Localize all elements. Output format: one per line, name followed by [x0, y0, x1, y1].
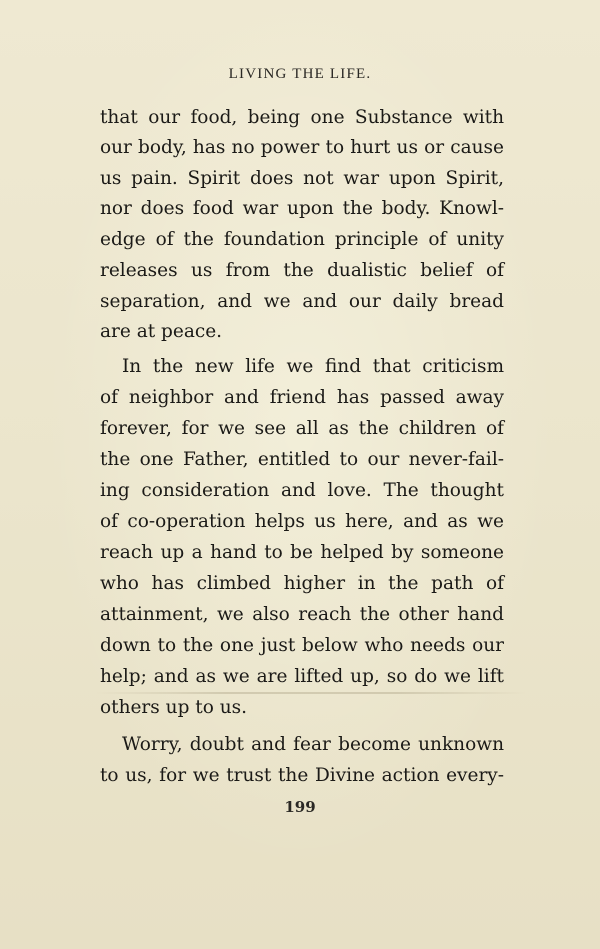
running-head: LIVING THE LIFE. — [228, 66, 372, 82]
text-line: others up to us. — [100, 697, 248, 718]
text-line: down to the one just below who needs our — [100, 635, 504, 656]
text-line: nor does food war upon the body. Knowl- — [100, 198, 504, 219]
text-line: our body, has no power to hurt us or cause — [100, 137, 504, 158]
text-line: separation, and we and our daily bread — [100, 291, 504, 312]
text-line: us pain. Spirit does not war upon Spirit, — [100, 168, 504, 189]
text-line: help; and as we are lifted up, so do we lift — [100, 666, 504, 687]
text-line: of co-operation helps us here, and as we — [100, 511, 504, 532]
text-line: are at peace. — [100, 321, 223, 342]
text-line: edge of the foundation principle of unity — [100, 229, 504, 250]
text-line: of neighbor and friend has passed away — [100, 387, 504, 408]
text-line: attainment, we also reach the other hand — [100, 604, 504, 625]
page-number: 199 — [284, 798, 316, 816]
text-line: forever, for we see all as the children of — [100, 418, 504, 439]
text-line: Worry, doubt and fear become unknown — [122, 734, 504, 755]
text-line: to us, for we trust the Divine action every- — [100, 765, 504, 786]
text-line: In the new life we find that criticism — [122, 356, 504, 377]
text-line: that our food, being one Substance with — [100, 107, 504, 128]
text-line: the one Father, entitled to our never-fail- — [100, 449, 504, 470]
text-line: who has climbed higher in the path of — [100, 573, 504, 594]
text-line: ing consideration and love. The thought — [100, 480, 504, 501]
text-line: reach up a hand to be helped by someone — [100, 542, 504, 563]
text-line: releases us from the dualistic belief of — [100, 260, 504, 281]
